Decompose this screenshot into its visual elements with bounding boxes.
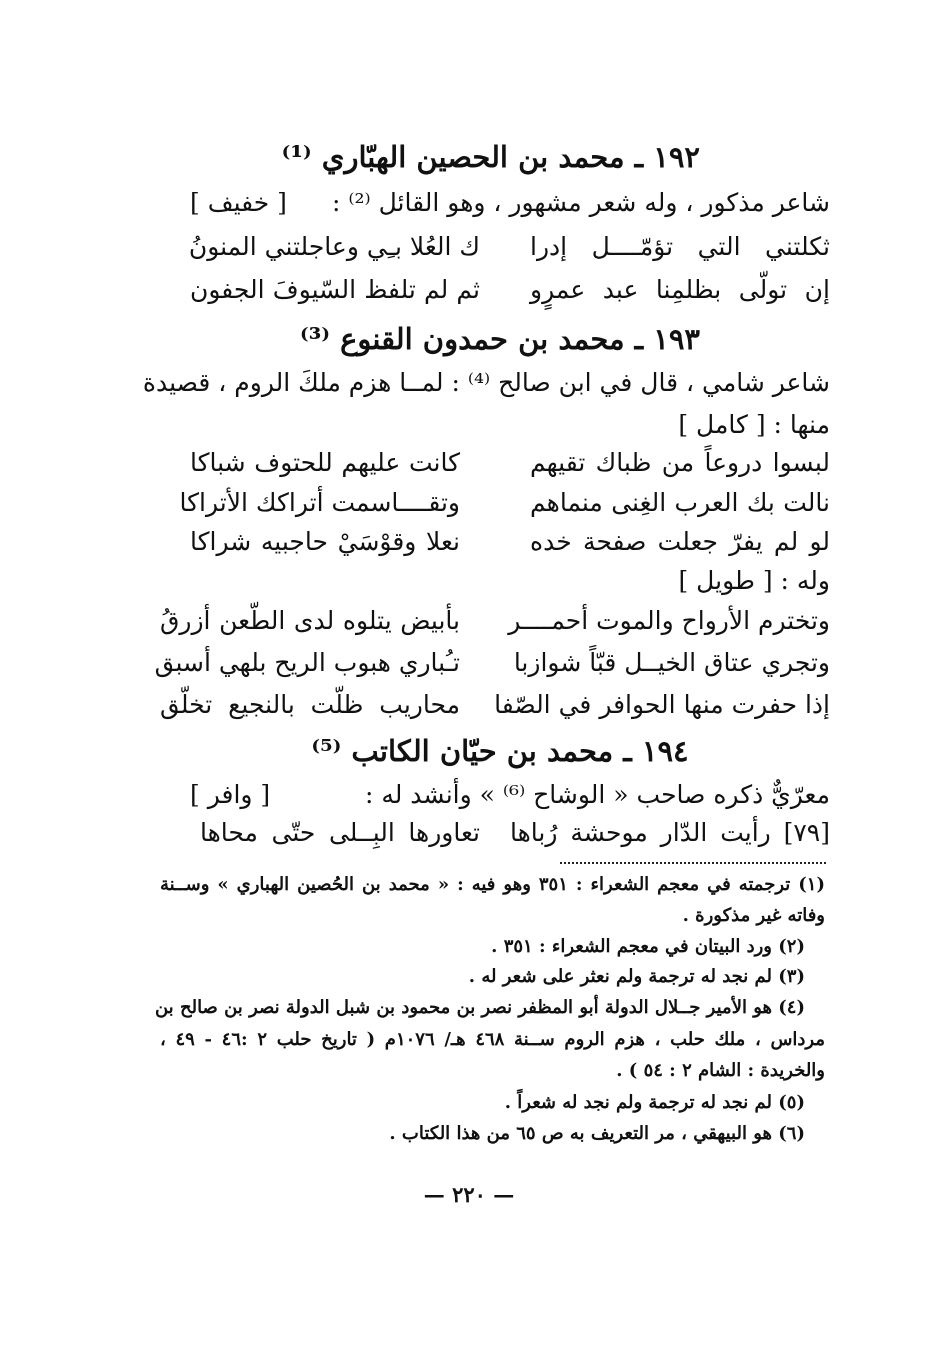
verse-hemistich-right: وتجري عتاق الخيــل قبّاً شوازبا xyxy=(513,648,830,677)
verse-hemistich-right: ثكلتني التي تؤمّــــل إدرا xyxy=(530,232,830,261)
verse-hemistich-left: ثم لم تلفظ السّيوفَ الجفون xyxy=(190,275,480,304)
verse-hemistich-right: [٧٩] رأيت الدّار موحشة رُباها xyxy=(510,818,830,847)
verse-hemistich-left: نعلا وقوْسَيْ حاجبيه شراكا xyxy=(190,527,460,556)
verse-hemistich-left: وتقــــاسمت أتراكك الأتراكا xyxy=(179,488,460,517)
entry-intro-193: شاعر شامي ، قال في ابن صالح ⁽⁴⁾ : لمــا هزم ملكَ الروم ، قصيدة xyxy=(142,368,830,397)
meter-label-193-b: وله : [ طويل ] xyxy=(678,566,830,595)
verse-hemistich-right: لبسوا دروعاً من ظباك تقيهم xyxy=(530,448,830,477)
verse-hemistich-left: ك العُلا بـِي وعاجلتني المنونُ xyxy=(188,232,480,261)
verse-hemistich-left: كانت عليهم للحتوف شباكا xyxy=(190,448,460,477)
meter-label-194: [ وافر ] xyxy=(190,780,271,809)
verse-hemistich-right: نالت بك العرب الغِنى منماهم xyxy=(530,488,830,517)
footnote-line: مرداس ، ملك حلب ، هزم الروم ســنة ٤٦٨ هـ/ ١٠٧٦م ( تاريخ حلب ٢ :٤٦ - ٤٩ ، xyxy=(160,1029,826,1050)
footnote-line: (٦) هو البيهقي ، مر التعريف به ص ٦٥ من هذا الكتاب . xyxy=(389,1123,805,1144)
page-number: — ٢٢٠ — xyxy=(423,1182,515,1207)
footnote-line: (٢) ورد البيتان في معجم الشعراء : ٣٥١ . xyxy=(491,936,805,957)
footnote-line: (٣) لم نجد له ترجمة ولم نعثر على شعر له . xyxy=(468,966,805,987)
entry-intro-194: معرّيٌّ ذكره صاحب « الوشاح ⁽⁶⁾ » وأنشد له : xyxy=(364,780,830,809)
footnote-line: (٥) لم نجد له ترجمة ولم نجد له شعراً . xyxy=(504,1092,805,1113)
footnote-line: (٤) هو الأمير جــلال الدولة أبو المظفر نصر بن محمود بن شبل الدولة نصر بن صالح بن xyxy=(154,997,805,1018)
entry-heading-194: ١٩٤ ـ محمد بن حيّان الكاتب ⁽⁵⁾ xyxy=(311,734,689,768)
entry-heading-193: ١٩٣ ـ محمد بن حمدون القنوع ⁽³⁾ xyxy=(300,322,700,356)
verse-hemistich-right: إذا حفرت منها الحوافر في الصّفا xyxy=(494,690,830,719)
verse-hemistich-left: تـُباري هبوب الريح بلهي أسبق xyxy=(154,648,460,677)
entry-heading-192: ١٩٢ ـ محمد بن الحصين الهبّاري ⁽¹⁾ xyxy=(281,140,700,174)
verse-hemistich-left: تعاورها البِــلى حتّى محاها xyxy=(200,818,480,847)
footnote-line: وفاته غير مذكورة . xyxy=(682,905,825,926)
meter-label-192: [ خفيف ] xyxy=(190,188,287,217)
footnote-line: والخريدة : الشام ٢ : ٥٤ ) . xyxy=(616,1060,825,1081)
footnote-separator xyxy=(560,862,826,864)
entry-intro-192: شاعر مذكور ، وله شعر مشهور ، وهو القائل ⁽²⁾ : xyxy=(331,188,830,217)
verse-hemistich-left: بأبيض يتلوه لدى الطّعن أزرقُ xyxy=(160,606,460,635)
footnote-line: (١) ترجمته في معجم الشعراء : ٣٥١ وهو فيه : « محمد بن الحُصين الهباري » وســنة xyxy=(160,874,825,895)
verse-hemistich-right: وتخترم الأرواح والموت أحمــــر xyxy=(508,606,830,635)
verse-hemistich-right: لو لم يفرّ جعلت صفحة خده xyxy=(530,527,830,556)
verse-hemistich-left: محاريب ظلّت بالنجيع تخلّق xyxy=(160,690,460,719)
verse-hemistich-right: إن تولّى بظلمِنا عبد عمرٍو xyxy=(530,275,830,304)
meter-label-193: منها : [ كامل ] xyxy=(678,410,830,439)
